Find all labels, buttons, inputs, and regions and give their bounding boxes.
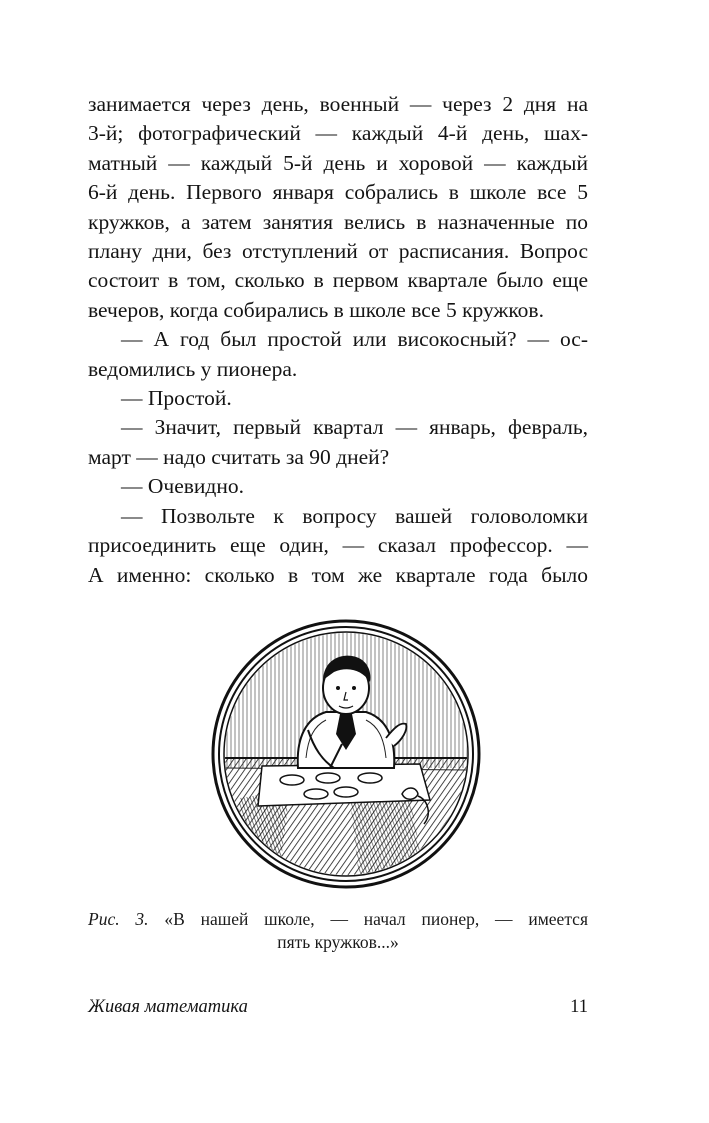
running-title: Живая математика (88, 997, 248, 1017)
text-line: занимается через день, военный — через 2 дня на (88, 92, 588, 116)
text-line: матный — каждый 5-й день и хоровой — каждый (88, 150, 588, 175)
text-line: присоединить еще один, — сказал профессор. — (88, 533, 588, 558)
pioneer-at-table-illustration (210, 618, 482, 890)
page-footer (88, 995, 588, 1019)
text-line: — А год был простой или високосный? — ос- (121, 327, 588, 352)
body-text (88, 90, 588, 590)
text-line: А именно: сколько в том же квартале года было (88, 562, 588, 587)
text-line: — Позвольте к вопросу вашей головоломки (121, 503, 588, 528)
figure-label: Рис. 3. (88, 909, 149, 929)
caption-text: пять кружков...» (277, 932, 399, 952)
text-line: вечеров, когда собирались в школе все 5 кружков. (88, 297, 544, 322)
page-number: 11 (570, 997, 588, 1017)
text-line: — Значит, первый квартал — январь, февраль, (121, 415, 588, 440)
text-line: март — надо считать за 90 дней? (88, 444, 390, 469)
figure-illustration (210, 618, 482, 890)
text-line: 6-й день. Первого января собрались в школе все 5 (88, 180, 588, 205)
text-line: ведомились у пионера. (88, 356, 298, 381)
caption-line (88, 908, 588, 931)
text-line: — Простой. (121, 386, 232, 411)
text-line: — Очевидно. (121, 474, 244, 499)
caption-text: «В нашей школе, — начал пионер, — имеется (164, 909, 588, 929)
text-line: 3-й; фотографический — каждый 4-й день, шах- (88, 121, 588, 146)
text-line: плану дни, без отступлений от расписания. Вопрос (88, 239, 588, 264)
text-line: состоит в том, сколько в первом квартале было еще (88, 268, 588, 293)
text-line: кружков, а затем занятия велись в назначенные по (88, 209, 588, 234)
figure-caption (88, 908, 588, 954)
